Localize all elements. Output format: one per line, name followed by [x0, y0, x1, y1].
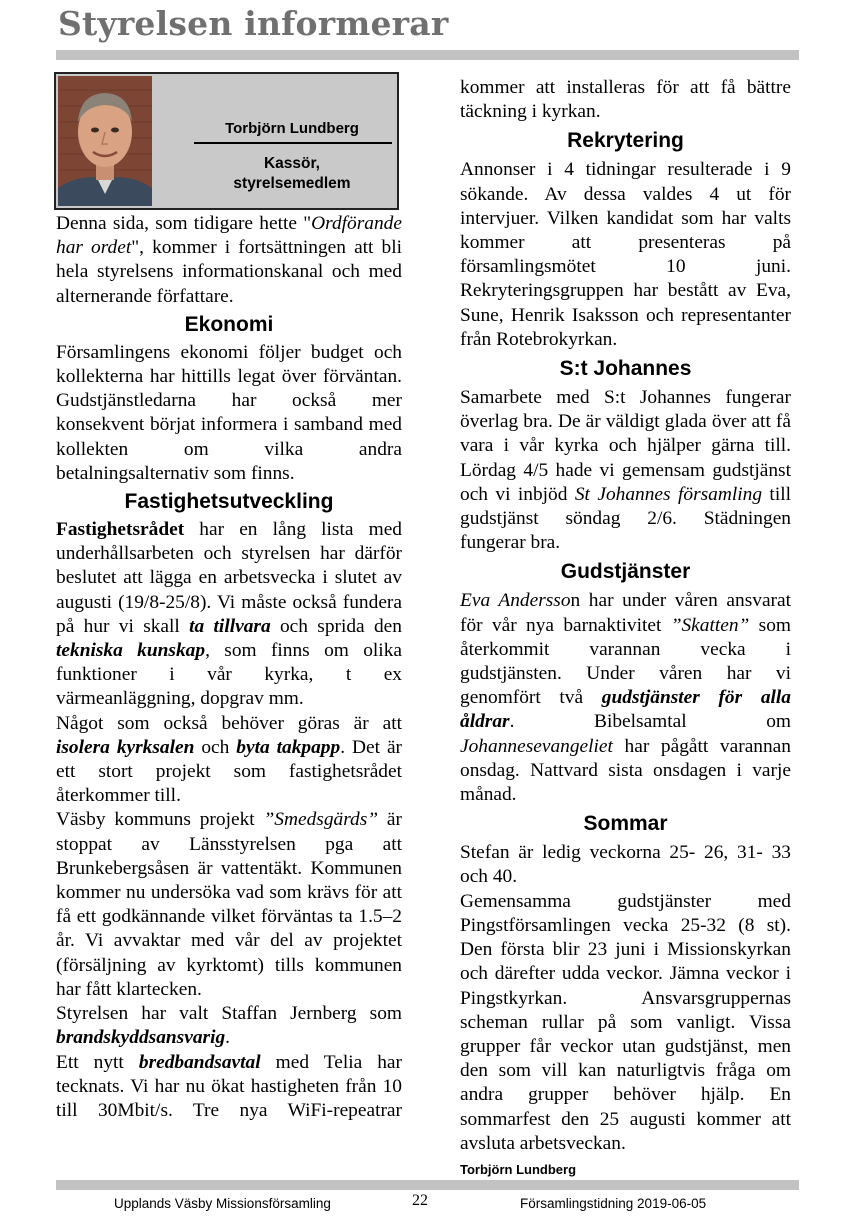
- gudstjanster-paragraph: [460, 589, 791, 807]
- footer-rule: [56, 1180, 799, 1190]
- emphasis-ta-tillvara: ta tillvara: [189, 615, 271, 637]
- author-name: Torbjörn Lundberg: [225, 120, 359, 137]
- footer-publisher: Upplands Väsby Missionsförsamling: [114, 1196, 331, 1211]
- paragraph-text: Ett nytt: [56, 1051, 139, 1073]
- emphasis-gudstjanster-for-alla: gudstjänster för alla åldrar: [460, 687, 791, 733]
- paragraph-text: och: [194, 736, 237, 758]
- paragraph-text: har pågått varannan onsdag. Nattvard sista onsdagen i varje månad.: [460, 735, 791, 806]
- paragraph-text: är stoppat av Länsstyrelsen pga att Brunkebergsåsen är vattentäkt. Kommunen kommer nu undersöka vad som krävs för att få ett godkännande vilket förväntas ta 1.5–2 år. Vi avvaktar med vår del av projektet (försäljning av kyrktomt) tills kommunen har fått klartecken.: [56, 809, 402, 1000]
- fastighet-paragraph-5-start: [56, 1051, 402, 1124]
- intro-paragraph: [56, 212, 402, 309]
- author-role: Kassör, styrelsemedlem: [233, 155, 351, 192]
- fastighet-paragraph-2: [56, 712, 402, 809]
- emphasis-st-johannes-forsamling: St Johannes församling: [574, 483, 763, 505]
- paragraph-text: Något som också behöver göras är att: [56, 712, 402, 734]
- johannes-heading: S:t Johannes: [559, 357, 692, 381]
- emphasis-smedsgards: ”Smedsgärds”: [263, 809, 379, 831]
- ekonomi-paragraph: Församlingens ekonomi följer budget och kollekterna har hittills legat över förväntan. Gudstjänstledarna har också mer konsekvent börjat informera i samband med kollekten om vilka andra betalningsalternativ som finns.: [56, 341, 402, 484]
- johannes-paragraph: [460, 386, 791, 555]
- page-number: 22: [412, 1192, 428, 1209]
- sommar-paragraph-2: Gemensamma gudstjänster med Pingstförsamlingen vecka 25-32 (8 st). Den första blir 23 juni i Missionskyrkan och därefter udda veckor. Jämna veckor i Pingstkyrkan. Ansvarsgruppernas scheman rullar på som vanligt. Vissa grupper får veckor utan gudstjänst, men den som vill kan naturligtvis fråga om andra grupper behöver hjälp. En sommarfest den 25 augusti kommer att avsluta arbetsveckan.: [460, 890, 791, 1154]
- emphasis-skatten: ”Skatten”: [670, 614, 750, 636]
- paragraph-text: , som finns om olika funktioner i vår kyrka, t ex värmeanläggning, dopgrav mm.: [56, 640, 402, 710]
- paragraph-text: Väsby kommuns projekt: [56, 809, 264, 831]
- fastighet-paragraph-5-continued: kommer att installeras för att få bättre täckning i kyrkan.: [460, 77, 791, 123]
- emphasis-johannesevangeliet: Johannesevangeliet: [460, 735, 613, 757]
- sommar-heading: Sommar: [583, 812, 668, 836]
- intro-title-emphasis: Ordförande har ordet: [56, 213, 402, 259]
- author-photo: [58, 76, 152, 206]
- rekrytering-paragraph: Annonser i 4 tidningar resulterade i 9 sökande. Av dessa valdes 4 ut för intervjuer. Vilken kandidat som har valts kommer att presenteras på församlingsmötet 10 juni. Rekryteringsgruppen har bestått av Eva, Sune, Henrik Isaksson och representanter från Rotebrokyrkan.: [460, 159, 791, 350]
- emphasis-isolera-kyrksalen: isolera kyrksalen: [56, 736, 195, 758]
- fastighet-paragraph-3: [56, 808, 402, 1002]
- footer-issue: Församlingstidning 2019-06-05: [520, 1196, 707, 1211]
- paragraph-text: . Bibelsamtal om: [509, 711, 791, 733]
- ekonomi-heading: Ekonomi: [184, 312, 274, 336]
- paragraph-text: till gudstjänst söndag 2/6. Städningen fungerar bra.: [460, 483, 791, 554]
- gudstjanster-heading: Gudstjänster: [560, 560, 691, 584]
- right-column: [460, 76, 791, 1177]
- paragraph-text: Samarbete med S:t Johannes fungerar överlag bra. De är väldigt glada över att få vara i vår kyrka och hjälper gärna till. Lördag 4/5 hade vi gemensam gudstjänst och vi inbjöd: [460, 387, 791, 505]
- emphasis-bredbandsavtal: bredbandsavtal: [138, 1051, 261, 1073]
- signature: Torbjörn Lundberg: [460, 1161, 577, 1177]
- paragraph-text: som återkommit varannan vecka i gudstjänsten. Under våren har vi genomfört två: [460, 614, 791, 709]
- fastighetsradet-bold: Fastighetsrådet: [56, 519, 185, 541]
- paragraph-text: har en lång lista med underhållsarbeten och styrelsen har därför beslutet att lägga en arbetsvecka i slutet av augusti (19/8-25/8). Vi måste också fundera på hur vi skall: [56, 519, 402, 637]
- page-title: Styrelsen informerar: [58, 4, 449, 43]
- name-underline: [194, 142, 392, 144]
- paragraph-text: n har under våren ansvarat för vår nya barnaktivitet: [460, 590, 791, 636]
- intro-text: Denna sida, som tidigare hette ": [56, 213, 312, 234]
- fastighet-paragraph-4: [56, 1002, 402, 1050]
- emphasis-tekniska-kunskap: tekniska kunskap: [56, 640, 206, 662]
- paragraph-text: Styrelsen har valt Staffan Jernberg som: [56, 1003, 402, 1025]
- sommar-paragraph-1: Stefan är ledig veckorna 25- 26, 31- 33 och 40.: [460, 842, 791, 888]
- header-rule: [56, 50, 799, 60]
- rekrytering-heading: Rekrytering: [567, 129, 684, 153]
- emphasis-byta-takpapp: byta takpapp: [236, 736, 341, 758]
- portrait-image: [58, 76, 152, 206]
- fastighet-heading: Fastighetsutveckling: [124, 490, 334, 514]
- paragraph-text: . Det är ett stort projekt som fastighetsrådet återkommer till.: [56, 736, 403, 807]
- paragraph-text: med Telia har tecknats. Vi har nu ökat hastigheten från 10 till 30Mbit/s. Tre nya WiFi-repeatrar: [56, 1051, 402, 1121]
- profile-box: [54, 72, 399, 210]
- emphasis-brandskyddsansvarig: brandskyddsansvarig: [56, 1027, 226, 1049]
- fastighet-paragraph-1: [56, 518, 402, 712]
- emphasis-eva-andersson: Eva Andersso: [460, 590, 571, 612]
- intro-text-end: ", kommer i fortsättningen att bli hela styrelsens informationskanal och med alternerande författare.: [56, 237, 403, 307]
- paragraph-text: och sprida den: [270, 615, 402, 637]
- paragraph-text: .: [225, 1027, 231, 1049]
- left-column: [56, 212, 402, 1123]
